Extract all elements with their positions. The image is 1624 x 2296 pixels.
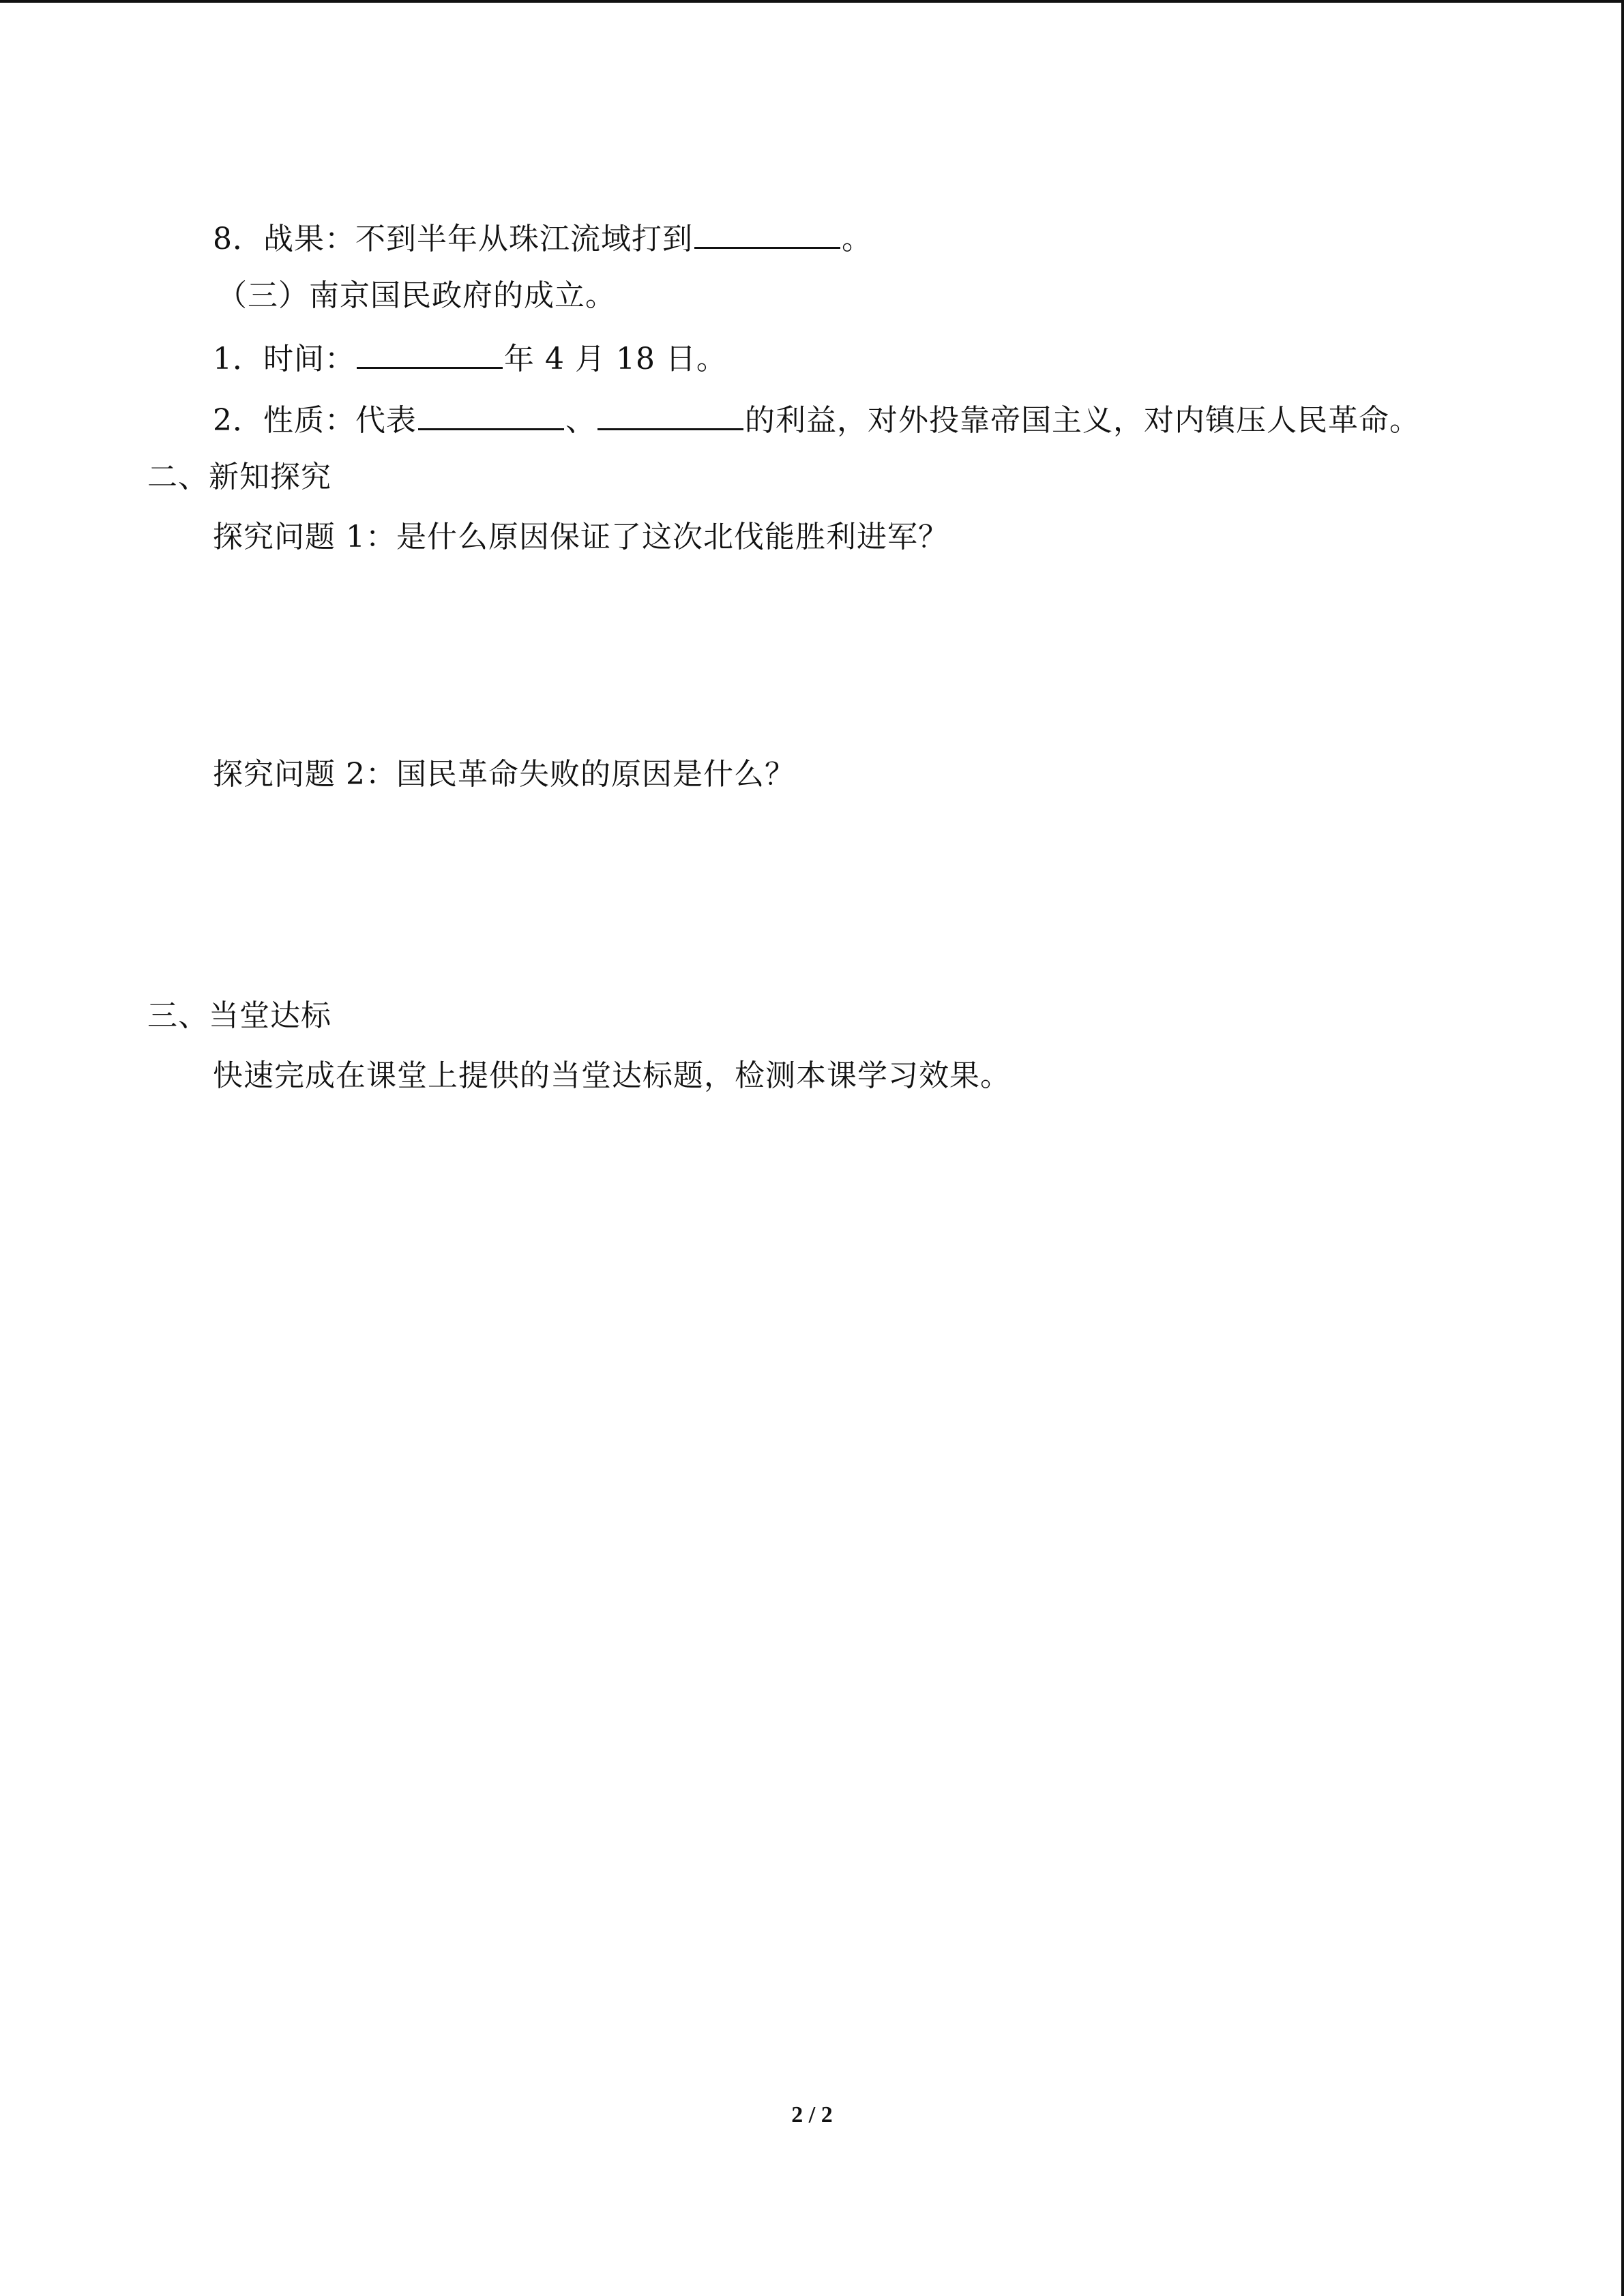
fill-blank-2[interactable]	[357, 336, 503, 369]
item-1-prefix: 1．时间：	[213, 342, 355, 376]
page-top-border	[0, 0, 1624, 3]
item-1-time	[213, 336, 727, 376]
fill-blank-1[interactable]	[694, 215, 840, 249]
practice-heading: 三、当堂达标	[147, 998, 331, 1033]
practice-instruction: 快速完成在课堂上提供的当堂达标题，检测本课学习效果。	[213, 1058, 1011, 1093]
item-2-middle: 、	[565, 403, 596, 438]
fill-blank-4[interactable]	[597, 397, 743, 430]
item-2-nature	[213, 397, 1420, 438]
explore-heading: 二、新知探究	[147, 460, 331, 494]
section-3-title: （三）南京国民政府的成立。	[217, 278, 616, 313]
item-8-suffix: 。	[842, 222, 872, 256]
item-8-prefix: 8．战果：不到半年从珠江流域打到	[213, 222, 693, 256]
explore-question-1: 探究问题 1：是什么原因保证了这次北伐能胜利进军？	[213, 520, 949, 554]
item-1-suffix: 年 4 月 18 日。	[504, 342, 727, 376]
item-8-battle-result	[213, 215, 872, 256]
explore-question-2: 探究问题 2：国民革命失败的原因是什么？	[213, 757, 795, 792]
page-number: 2 / 2	[791, 2102, 833, 2128]
item-2-prefix: 2．性质：代表	[213, 403, 417, 438]
page-right-border	[1621, 0, 1624, 2296]
fill-blank-3[interactable]	[418, 397, 564, 430]
item-2-suffix: 的利益，对外投靠帝国主义，对内镇压人民革命。	[745, 403, 1420, 438]
